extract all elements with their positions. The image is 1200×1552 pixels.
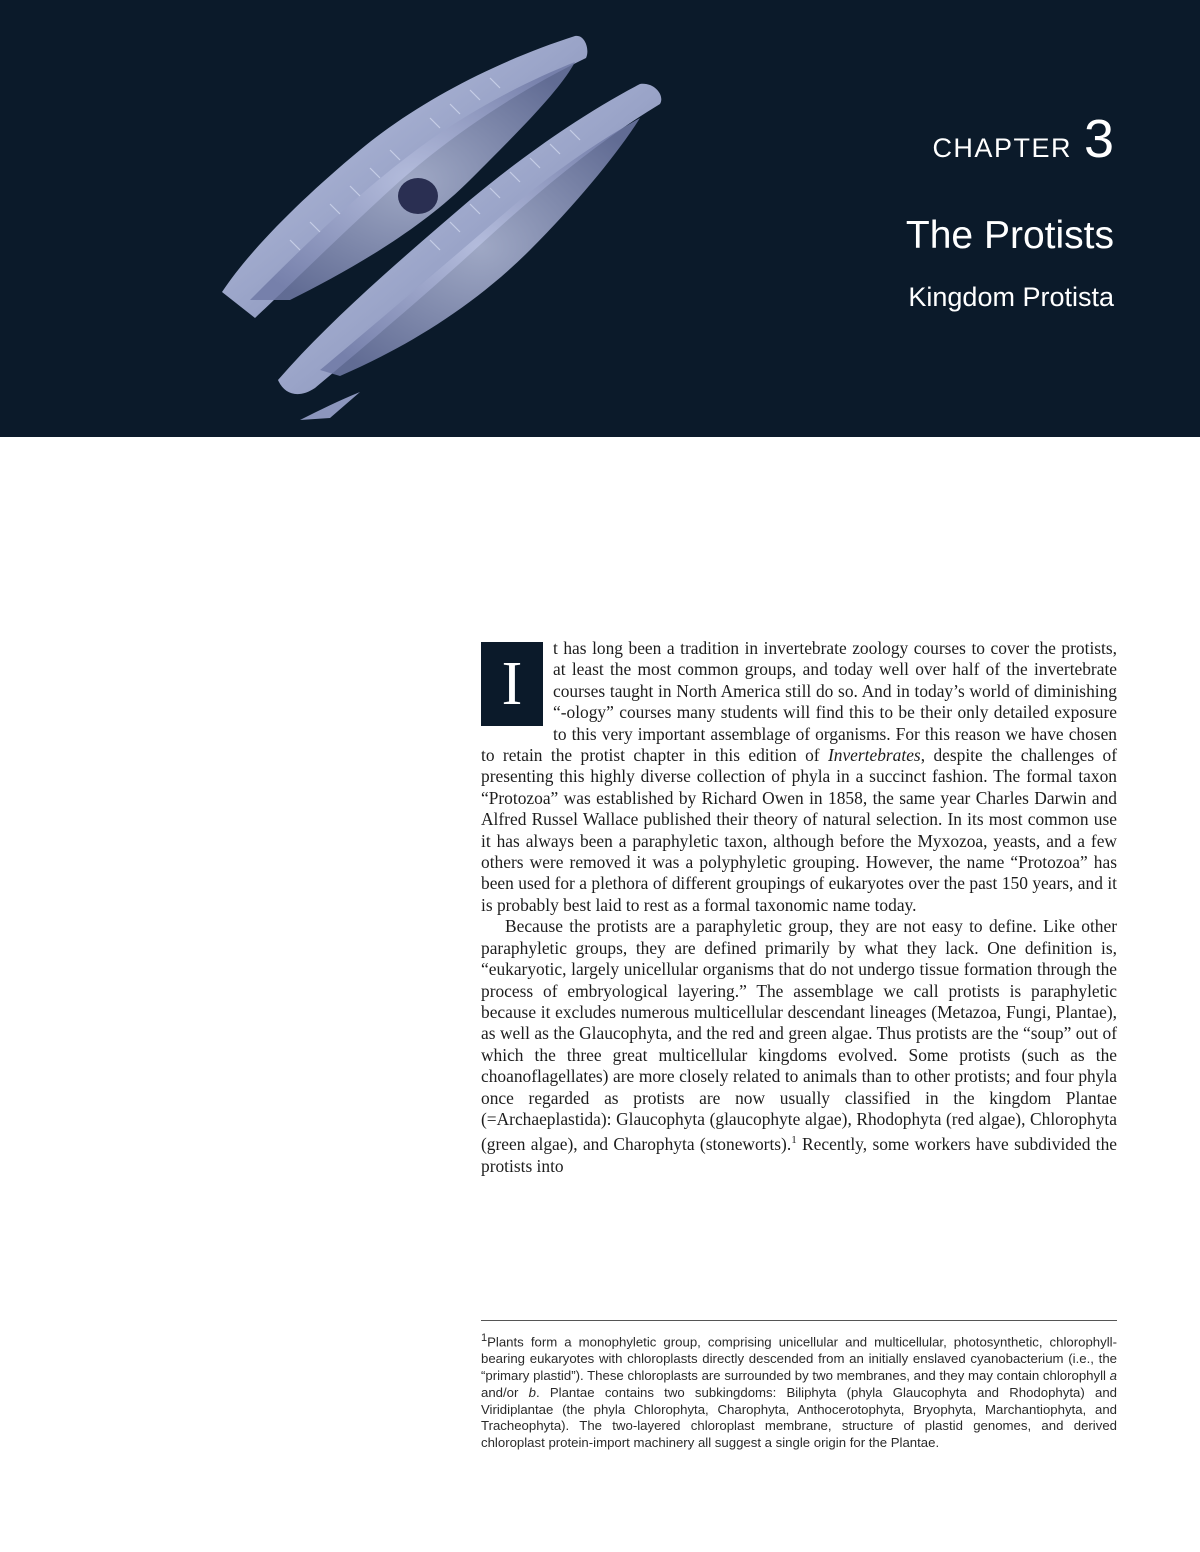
- diatom-nucleus: [398, 178, 438, 214]
- footnote-reference[interactable]: 1: [791, 1134, 797, 1147]
- body-text: [481, 638, 1117, 1177]
- footnote-text-part-b: and/or: [481, 1384, 529, 1400]
- paragraph-1-text: t has long been a tradition in invertebrate zoology courses to cover the protists, at least the most common groups, and today well over half of the invertebrate courses taught in North America still do so. And in today’s world of diminishing “-ology” courses many students will find this to be their only detailed exposure to this very important assemblage of organisms. For this reason we have chosen to retain the protist chapter in this edition of: [481, 638, 1117, 766]
- chlorophyll-b: b: [528, 1384, 536, 1400]
- paragraph-1: [481, 638, 1117, 916]
- chapter-number: 3: [1083, 109, 1114, 169]
- paragraph-2-text: Because the protists are a paraphyletic group, they are not easy to define. Like other paraphyletic groups, they are defined primarily by what they lack. One definition is, “eukaryotic, largely unicellular organisms that do not undergo tissue formation through the process of embryological layering.” The assemblage we call protists is paraphyletic because it excludes numerous multicellular descendant lineages (Metazoa, Fungi, Plantae), as well as the Glaucophyta, and the red and green algae. Thus protists are the “soup” out of which the three great multicellular kingdoms evolved. Some protists (such as the choanoflagellates) are more closely related to animals than to other protists; and four phyla once regarded as protists are now usually classified in the kingdom Plantae (=Archaeplastida): Glaucophyta (glaucophyte algae), Rhodophyta (red algae), Chlorophyta (green algae), and Charophyta (stoneworts).: [481, 916, 1117, 1155]
- chapter-word: CHAPTER: [932, 133, 1072, 163]
- chapter-title: The Protists: [905, 214, 1114, 257]
- paragraph-1-rest: , despite the challenges of presenting this highly diverse collection of phyla in a succinct fashion. The formal taxon “Protozoa” was established by Richard Owen in 1858, the same year Charles Darwin and Alfred Russel Wallace published their theory of natural selection. In its most common use it has always been a paraphyletic taxon, although before the Myxozoa, yeasts, and a few others were removed it was a polyphyletic grouping. However, the name “Protozoa” has been used for a plethora of different groupings of eukaryotes over the past 150 years, and it is probably best laid to rest as a formal taxonomic name today.: [481, 745, 1118, 915]
- paragraph-2: [481, 916, 1117, 1177]
- chlorophyll-a: a: [1109, 1367, 1117, 1383]
- chapter-subtitle: Kingdom Protista: [908, 282, 1114, 312]
- footnote-text-part-c: . Plantae contains two subkingdoms: Biliphyta (phyla Glaucophyta and Rhodophyta) and Viridiplantae (the phyla Chlorophyta, Charophyta, Anthocerotophyta, Bryophyta, Marchantiophyta, and Tracheophyta). The two-layered chloroplast membrane, structure of plastid genomes, and derived chloroplast protein-import machinery all suggest a single origin for the Plantae.: [481, 1384, 1117, 1451]
- paragraph-2-end: Recently, some workers have subdivided the protists into: [481, 1134, 1117, 1176]
- drop-cap: I: [481, 642, 543, 726]
- footnote: [481, 1330, 1117, 1452]
- chapter-label: [932, 109, 1114, 169]
- footnote-text-part-a: Plants form a monophyletic group, comprising unicellular and multicellular, photosynthetic, chlorophyll-bearing eukaryotes with chloroplasts directly descended from an initially enslaved cyanobacterium (i.e., the “primary plastid”). These chloroplasts are surrounded by two membranes, and they may contain chlorophyll: [481, 1334, 1117, 1383]
- footnote-text: [481, 1330, 1117, 1452]
- chapter-banner: [0, 0, 1200, 437]
- book-title: Invertebrates: [827, 745, 921, 766]
- footnote-marker: 1: [481, 1332, 488, 1344]
- footnote-divider: [481, 1320, 1117, 1321]
